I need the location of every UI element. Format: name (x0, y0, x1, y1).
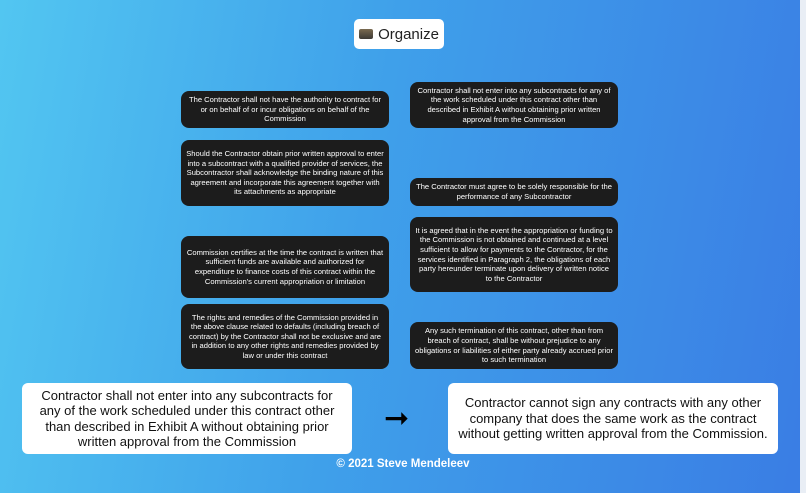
clause-card[interactable]: Any such termination of this contract, other than from breach of contract, shall be without prejudice to any obligations or liabilities of either party already accrued prior to such termination (410, 322, 618, 369)
right-arrow-icon: ➞ (384, 402, 410, 435)
card-file-box-icon (359, 29, 373, 39)
clause-card[interactable]: Should the Contractor obtain prior written approval to enter into a subcontract with a qualified provider of services, the Subcontractor shall acknowledge the binding nature of this agreement and incorporate this agreement together with its attachments as appropriate (181, 140, 389, 206)
clause-card[interactable]: It is agreed that in the event the appropriation or funding to the Commission is not obtained and continued at a level sufficient to allow for payments to the Contractor, for the services identified in Paragraph 2, the obligations of each party hereunder terminate upon delivery of written notice to the Contractor (410, 217, 618, 292)
clause-card[interactable]: The rights and remedies of the Commission provided in the above clause related to defaults (including breach of contract) by the Contractor shall not be exclusive and are in addition to any other rights and remedies provided by law or under this contract (181, 304, 389, 369)
clause-card[interactable]: Commission certifies at the time the contract is written that sufficient funds are available and authorized for expenditure to finance costs of this contract within the Commission's current appropriation or limitation (181, 236, 389, 298)
original-clause-box: Contractor shall not enter into any subcontracts for any of the work scheduled under this contract other than described in Exhibit A without obtaining prior written approval from the Commission (22, 383, 352, 454)
clause-card[interactable]: Contractor shall not enter into any subcontracts for any of the work scheduled under this contract other than described in Exhibit A without obtaining prior written approval from the Commission (410, 82, 618, 128)
clause-card[interactable]: The Contractor must agree to be solely responsible for the performance of any Subcontractor (410, 178, 618, 206)
simplified-clause-box: Contractor cannot sign any contracts with any other company that does the same work as the contract without getting written approval from the Commission. (448, 383, 778, 454)
organize-button[interactable] (354, 19, 444, 49)
footer-copyright: © 2021 Steve Mendeleev (336, 458, 470, 470)
title-label: Organize (378, 25, 439, 43)
clause-card[interactable]: The Contractor shall not have the authority to contract for or on behalf of or incur obligations on behalf of the Commission (181, 91, 389, 128)
scrollbar[interactable] (800, 0, 806, 493)
